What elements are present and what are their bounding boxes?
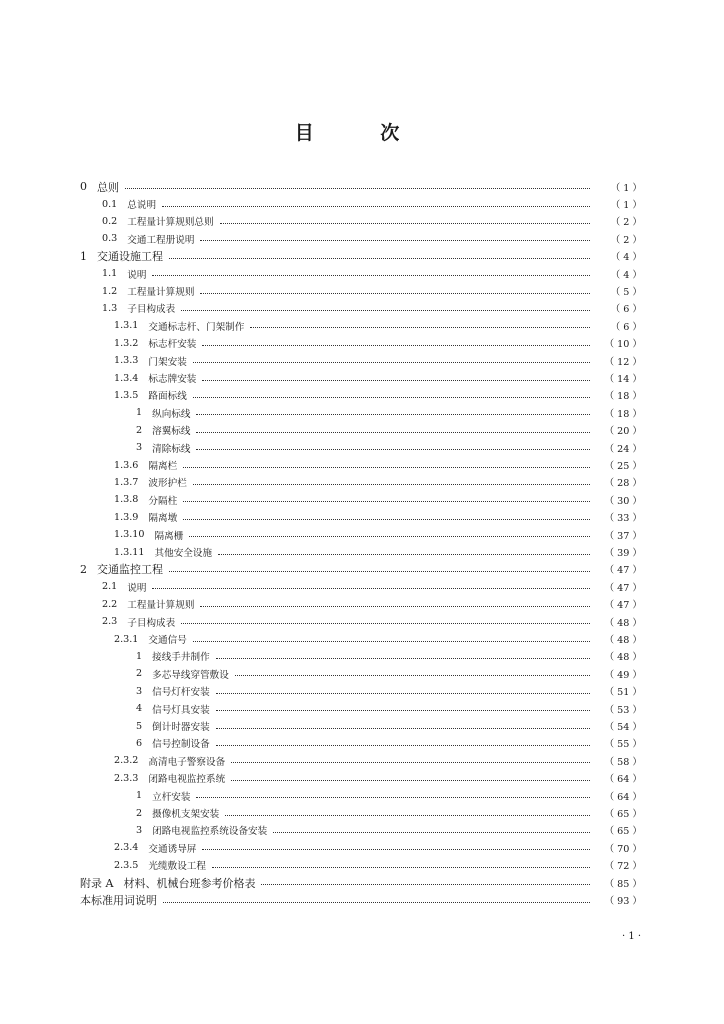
toc-entry-number: 1.3	[102, 302, 118, 314]
toc-entry[interactable]	[0, 178, 724, 195]
toc-entry-number: 1.3.8	[114, 494, 139, 506]
dot-leader	[231, 762, 590, 763]
toc-entry-number: 3	[136, 824, 143, 836]
toc-entry-title: 信号灯具安装	[152, 704, 210, 716]
toc-entry-title: 交通设施工程	[97, 250, 163, 264]
toc-entry-number: 1.3.11	[114, 546, 145, 558]
dot-leader	[169, 258, 590, 259]
toc-entry-number: 2	[136, 424, 143, 436]
page-title: 目 次	[294, 122, 430, 144]
toc-entry-number: 2.3.4	[114, 842, 139, 854]
toc-entry[interactable]	[0, 717, 724, 734]
toc-entry-page: （ 5 ）	[610, 287, 642, 299]
dot-leader	[200, 240, 590, 241]
toc-entry[interactable]	[0, 335, 724, 352]
dot-leader	[200, 606, 590, 607]
dot-leader	[181, 310, 590, 311]
toc-entry[interactable]	[0, 387, 724, 404]
toc-entry[interactable]	[0, 509, 724, 526]
toc-entry-page: （ 48 ）	[604, 635, 642, 647]
toc-entry-title: 隔离墩	[148, 513, 178, 525]
toc-entry[interactable]	[0, 561, 724, 578]
toc-entry-title: 本标准用词说明	[80, 894, 157, 908]
dot-leader	[193, 362, 590, 363]
toc-entry-page: （ 72 ）	[604, 861, 642, 873]
dot-leader	[273, 832, 590, 833]
toc-entry-page: （ 47 ）	[604, 600, 642, 612]
toc-entry-page: （ 65 ）	[604, 826, 642, 838]
toc-entry-page: （ 48 ）	[604, 652, 642, 664]
toc-entry-number: 1.3.3	[114, 355, 139, 367]
toc-entry-number: 3	[136, 442, 143, 454]
toc-entry-title: 摄像机支架安装	[152, 809, 220, 821]
toc-entry-title: 门架安装	[148, 356, 187, 368]
toc-entry[interactable]	[0, 439, 724, 456]
toc-entry-number: 5	[136, 720, 143, 732]
toc-entry-page: （ 12 ）	[604, 356, 642, 368]
dot-leader	[216, 658, 590, 659]
toc-entry[interactable]	[0, 300, 724, 317]
toc-entry-page: （ 48 ）	[604, 617, 642, 629]
toc-entry-title: 说明	[127, 269, 147, 281]
toc-entry-page: （ 30 ）	[604, 495, 642, 507]
toc-entry-number: 0	[80, 180, 87, 194]
toc-entry-title: 隔离栏	[148, 461, 178, 473]
dot-leader	[225, 815, 590, 816]
toc-entry[interactable]	[0, 265, 724, 282]
toc-entry-number: 附录 A	[80, 876, 114, 890]
toc-entry[interactable]	[0, 822, 724, 839]
toc-entry-number: 1.3.9	[114, 511, 139, 523]
dot-leader	[189, 536, 590, 537]
toc-entry-number: 1	[136, 790, 143, 802]
toc-entry-number: 2	[136, 807, 143, 819]
toc-entry-title: 材料、机械台班参考价格表	[123, 876, 256, 890]
toc-entry-number: 0.1	[102, 198, 118, 210]
toc-entry-number: 1.3.2	[114, 337, 139, 349]
toc-entry-title: 交通工程册说明	[127, 234, 195, 246]
toc-entry-title: 交通诱导屏	[148, 843, 197, 855]
toc-entry-page: （ 47 ）	[604, 582, 642, 594]
dot-leader	[163, 902, 590, 903]
dot-leader	[183, 501, 590, 502]
toc-entry-page: （ 14 ）	[604, 374, 642, 386]
toc-entry-number: 1.3.10	[114, 529, 145, 541]
toc-entry-title: 清除标线	[152, 443, 191, 455]
dot-leader	[152, 588, 590, 589]
toc-entry-page: （ 2 ）	[610, 234, 642, 246]
toc-entry-number: 2.3.5	[114, 859, 139, 871]
toc-entry[interactable]	[0, 839, 724, 856]
toc-entry-title: 交通信号	[148, 635, 187, 647]
toc-entry-page: （ 54 ）	[604, 722, 642, 734]
toc-entry-title: 信号控制设备	[152, 739, 210, 751]
dot-leader	[196, 449, 590, 450]
toc-entry-number: 1.3.5	[114, 389, 139, 401]
toc-entry[interactable]	[0, 648, 724, 665]
toc-entry[interactable]	[0, 735, 724, 752]
toc-entry[interactable]	[0, 491, 724, 508]
toc-entry-number: 3	[136, 685, 143, 697]
toc-entry-page: （ 85 ）	[604, 878, 642, 890]
toc-entry-page: （ 93 ）	[604, 896, 642, 908]
toc-entry-title: 接线手井制作	[152, 652, 210, 664]
toc-entry-title: 说明	[127, 582, 147, 594]
toc-entry[interactable]	[0, 770, 724, 787]
dot-leader	[202, 380, 590, 381]
toc-entry[interactable]	[0, 630, 724, 647]
toc-entry[interactable]	[0, 422, 724, 439]
toc-entry[interactable]	[0, 526, 724, 543]
toc-entry-title: 总则	[97, 180, 119, 194]
dot-leader	[196, 414, 590, 415]
toc-entry-number: 1.3.6	[114, 459, 139, 471]
dot-leader	[193, 641, 590, 642]
toc-entry-page: （ 4 ）	[610, 252, 642, 264]
dot-leader	[202, 345, 590, 346]
dot-leader	[183, 519, 590, 520]
toc-entry-page: （ 64 ）	[604, 774, 642, 786]
toc-entry-title: 分隔柱	[148, 495, 178, 507]
toc-entry[interactable]	[0, 787, 724, 804]
toc-entry[interactable]	[0, 317, 724, 334]
toc-entry-page: （ 18 ）	[604, 391, 642, 403]
dot-leader	[200, 293, 590, 294]
toc-entry[interactable]	[0, 404, 724, 421]
toc-entry-page: （ 39 ）	[604, 548, 642, 560]
toc-entry-number: 1.3.7	[114, 476, 139, 488]
toc-entry-page: （ 1 ）	[610, 200, 642, 212]
toc-entry-title: 标志牌安装	[148, 374, 197, 386]
toc-entry-number: 1.3.4	[114, 372, 139, 384]
toc-entry[interactable]	[0, 891, 724, 908]
toc-entry-page: （ 58 ）	[604, 756, 642, 768]
dot-leader	[152, 275, 590, 276]
dot-leader	[218, 554, 590, 555]
toc-entry-title: 其他安全设施	[154, 548, 213, 560]
dot-leader	[193, 397, 590, 398]
toc-entry-number: 2.3.1	[114, 633, 139, 645]
toc-entry[interactable]	[0, 248, 724, 265]
toc-entry[interactable]	[0, 683, 724, 700]
toc-entry-number: 6	[136, 737, 143, 749]
toc-entry-page: （ 6 ）	[610, 321, 642, 333]
toc-entry-page: （ 64 ）	[604, 791, 642, 803]
toc-entry-title: 溶翼标线	[152, 426, 191, 438]
toc-entry-title: 路面标线	[148, 391, 187, 403]
toc-entry[interactable]	[0, 230, 724, 247]
toc-entry-page: （ 2 ）	[610, 217, 642, 229]
toc-entry-title: 交通监控工程	[97, 563, 163, 577]
toc-entry-title: 工程量计算规则	[127, 600, 195, 612]
toc-entry-number: 2.2	[102, 598, 118, 610]
toc-entry[interactable]	[0, 474, 724, 491]
toc-entry-title: 工程量计算规则总则	[127, 217, 214, 229]
toc-entry-title: 立杆安装	[152, 791, 191, 803]
toc-entry[interactable]	[0, 195, 724, 212]
toc-entry-page: （ 49 ）	[604, 669, 642, 681]
toc-entry[interactable]	[0, 543, 724, 560]
dot-leader	[202, 849, 590, 850]
toc-entry-number: 4	[136, 703, 143, 715]
toc-entry-page: （ 28 ）	[604, 478, 642, 490]
toc-entry-page: （ 4 ）	[610, 269, 642, 281]
toc-entry-number: 0.3	[102, 233, 118, 245]
toc-entry[interactable]	[0, 874, 724, 891]
toc-entry-title: 高清电子警察设备	[148, 756, 226, 768]
toc-entry-title: 光缆敷设工程	[148, 861, 206, 873]
toc-entry-page: （ 1 ）	[610, 182, 642, 194]
toc-entry[interactable]	[0, 613, 724, 630]
toc-entry-title: 标志杆安装	[148, 339, 197, 351]
dot-leader	[216, 693, 590, 694]
toc-entry[interactable]	[0, 213, 724, 230]
toc-entry-number: 2.3.2	[114, 755, 139, 767]
toc-entry-number: 1	[136, 407, 143, 419]
dot-leader	[250, 327, 590, 328]
toc-entry-page: （ 51 ）	[604, 687, 642, 699]
toc-entry-number: 1.2	[102, 285, 118, 297]
dot-leader	[235, 675, 590, 676]
toc-entry-title: 闭路电视监控系统	[148, 774, 226, 786]
dot-leader	[196, 797, 590, 798]
toc-entry-number: 2.3	[102, 616, 118, 628]
toc-entry-number: 1.1	[102, 268, 118, 280]
dot-leader	[216, 710, 590, 711]
toc-entry-title: 子目构成表	[127, 617, 176, 629]
toc-entry-title: 隔离栅	[154, 530, 184, 542]
dot-leader	[181, 623, 590, 624]
dot-leader	[216, 745, 590, 746]
toc-entry-page: （ 6 ）	[610, 304, 642, 316]
toc-entry-title: 多芯导线穿管敷设	[152, 669, 229, 681]
dot-leader	[196, 432, 590, 433]
dot-leader	[212, 867, 590, 868]
toc-entry[interactable]	[0, 700, 724, 717]
toc-entry-page: （ 33 ）	[604, 513, 642, 525]
toc-entry[interactable]	[0, 578, 724, 595]
dot-leader	[216, 728, 590, 729]
dot-leader	[261, 884, 590, 885]
toc-entry[interactable]	[0, 665, 724, 682]
toc-entry[interactable]	[0, 456, 724, 473]
toc-entry-page: （ 37 ）	[604, 530, 642, 542]
toc-entry-number: 1	[80, 249, 87, 263]
toc-entry-number: 2	[136, 668, 143, 680]
toc-entry-title: 子目构成表	[127, 304, 176, 316]
toc-entry-title: 总说明	[127, 200, 157, 212]
toc-entry-number: 2.1	[102, 581, 118, 593]
page-number: · 1 ·	[622, 931, 642, 942]
toc-entry[interactable]	[0, 752, 724, 769]
toc-entry-number: 2.3.3	[114, 772, 139, 784]
dot-leader	[231, 780, 590, 781]
toc-entry-page: （ 25 ）	[604, 461, 642, 473]
toc-entry-number: 0.2	[102, 215, 118, 227]
dot-leader	[220, 223, 590, 224]
dot-leader	[183, 467, 590, 468]
dot-leader	[193, 484, 590, 485]
dot-leader	[125, 188, 590, 189]
toc-entry[interactable]	[0, 857, 724, 874]
toc-entry-page: （ 47 ）	[604, 565, 642, 577]
toc-entry-page: （ 65 ）	[604, 809, 642, 821]
toc-entry-title: 波形护栏	[148, 478, 187, 490]
toc-entry[interactable]	[0, 804, 724, 821]
toc-entry-number: 1	[136, 650, 143, 662]
toc-entry-page: （ 24 ）	[604, 443, 642, 455]
toc-entry-title: 工程量计算规则	[127, 287, 195, 299]
toc-entry[interactable]	[0, 282, 724, 299]
toc-entry-number: 2	[80, 562, 87, 576]
toc-entry[interactable]	[0, 369, 724, 386]
toc-entry-page: （ 20 ）	[604, 426, 642, 438]
toc-entry-page: （ 70 ）	[604, 843, 642, 855]
toc-entry-title: 纵向标线	[152, 408, 191, 420]
dot-leader	[162, 206, 590, 207]
toc-entry-page: （ 10 ）	[604, 339, 642, 351]
toc-entry-title: 倒计时器安装	[152, 722, 210, 734]
toc-entry-number: 1.3.1	[114, 320, 139, 332]
toc-entry-page: （ 53 ）	[604, 704, 642, 716]
toc-entry-title: 交通标志杆、门架制作	[148, 321, 245, 333]
toc-entry-page: （ 18 ）	[604, 408, 642, 420]
toc-entry[interactable]	[0, 596, 724, 613]
dot-leader	[169, 571, 590, 572]
toc-entry-page: （ 55 ）	[604, 739, 642, 751]
toc-entry-title: 闭路电视监控系统设备安装	[152, 826, 268, 838]
toc-entry[interactable]	[0, 352, 724, 369]
toc-entry-title: 信号灯杆安装	[152, 687, 210, 699]
